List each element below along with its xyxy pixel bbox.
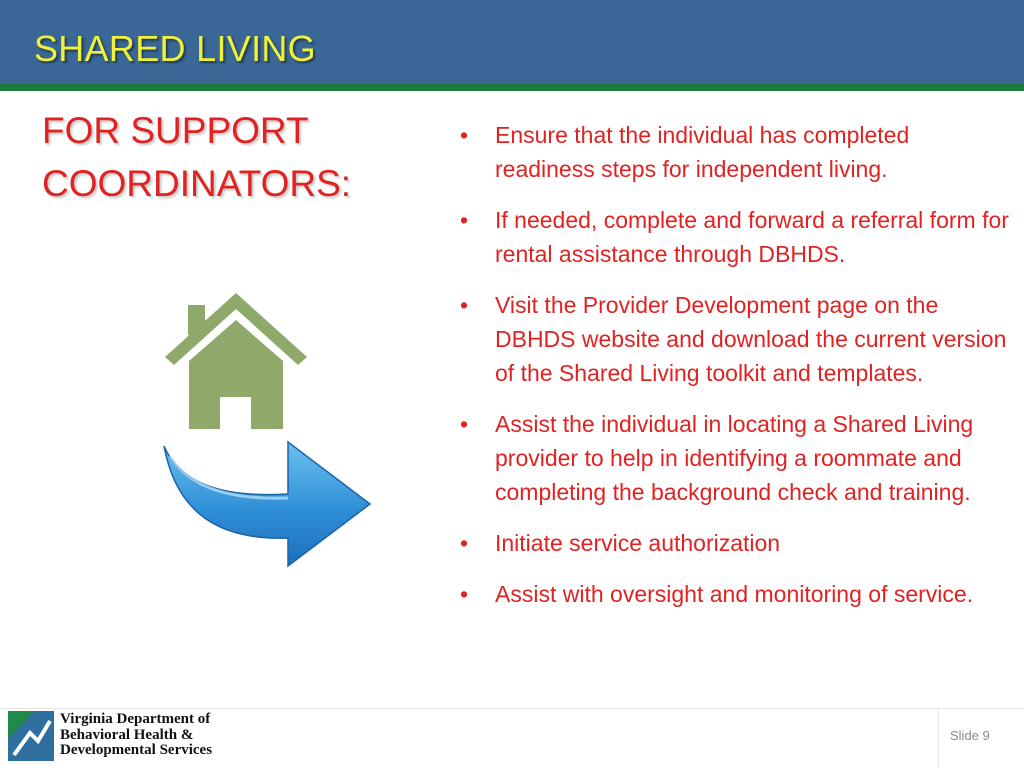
- footer-vertical-divider: [938, 709, 939, 768]
- bullet-item: [460, 288, 1010, 390]
- bullet-dot: •: [460, 581, 469, 607]
- right-arrow-icon: [160, 440, 372, 568]
- bullet-text: Visit the Provider Development page on the DBHDS website and download the current version of the Shared Living toolkit and templates.: [495, 292, 1007, 386]
- footer-divider-line: [0, 708, 1024, 709]
- bullet-text: Assist the individual in locating a Shared Living provider to help in identifying a roommate and completing the background check and training.: [495, 411, 974, 505]
- bullet-text: Initiate service authorization: [495, 530, 781, 556]
- section-heading-line2: COORDINATORS:: [42, 163, 352, 204]
- bullet-text: Ensure that the individual has completed readiness steps for independent living.: [495, 122, 910, 182]
- section-heading: [42, 104, 402, 210]
- bullet-list: [460, 118, 1010, 628]
- logo-line-2: Behavioral Health &: [60, 726, 194, 743]
- slide-number: Slide 9: [950, 728, 990, 743]
- bullet-item: [460, 526, 1010, 560]
- header-stripe: [0, 84, 1024, 91]
- logo-line-1: Virginia Department of: [60, 711, 211, 727]
- house-icon: [165, 293, 307, 429]
- bullet-dot: •: [460, 411, 469, 437]
- bullet-dot: •: [460, 207, 469, 233]
- bullet-item: [460, 118, 1010, 186]
- logo-line-3: Developmental Services: [60, 742, 213, 758]
- bullet-text: If needed, complete and forward a referral form for rental assistance through DBHDS.: [495, 207, 1009, 267]
- bullet-item: [460, 577, 1010, 611]
- section-heading-line1: FOR SUPPORT: [42, 110, 309, 151]
- slide-title: SHARED LIVING: [34, 28, 316, 69]
- bullet-item: [460, 203, 1010, 271]
- bullet-dot: •: [460, 292, 469, 318]
- bullet-dot: •: [460, 530, 469, 556]
- organization-logo-text: [60, 712, 212, 759]
- bullet-item: [460, 407, 1010, 509]
- dbhds-logo-icon: [8, 711, 54, 761]
- bullet-dot: •: [460, 122, 469, 148]
- bullet-text: Assist with oversight and monitoring of service.: [495, 581, 974, 607]
